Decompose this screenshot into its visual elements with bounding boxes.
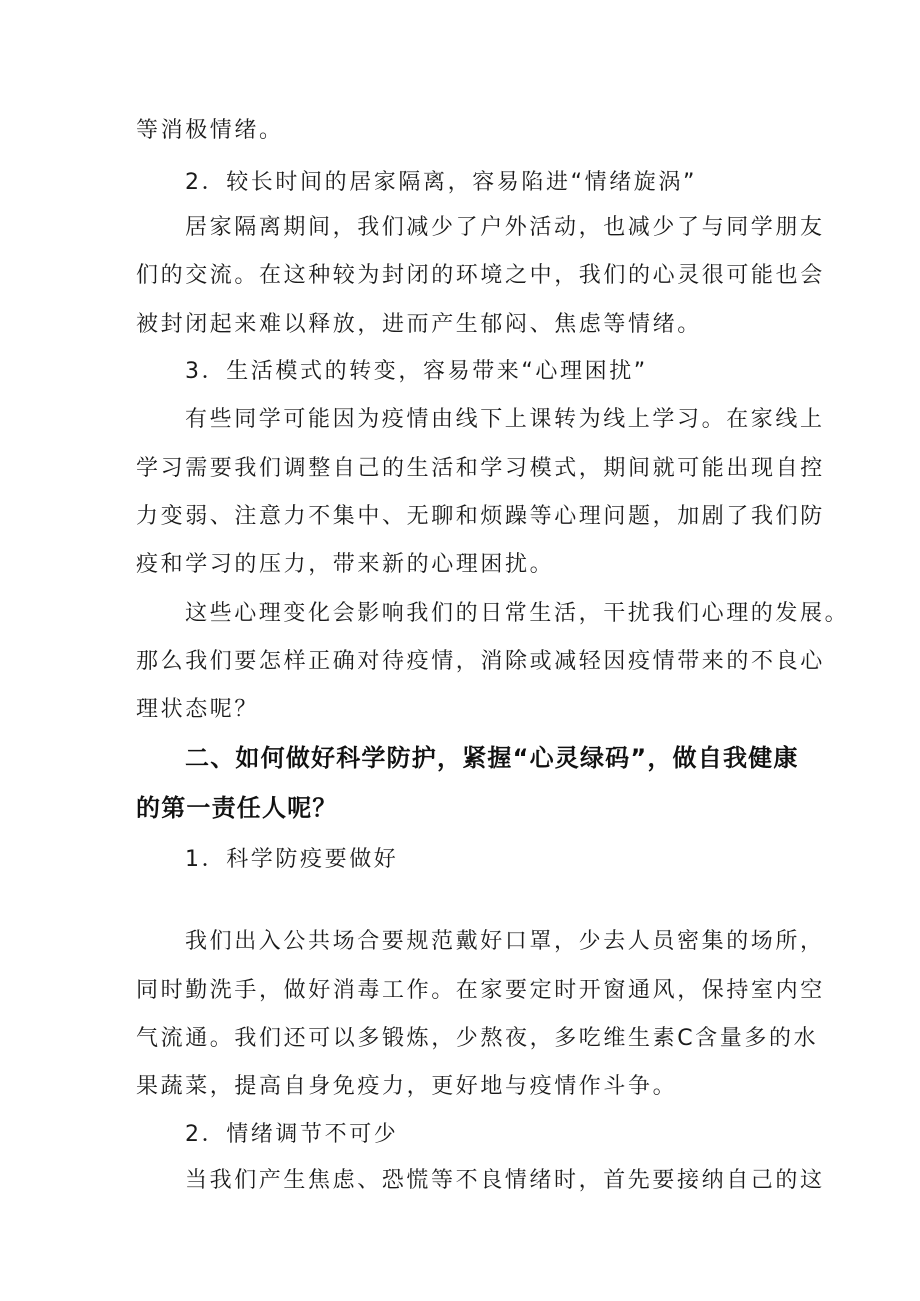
subheading-line: 3．生活模式的转变，容易带来“心理困扰” (185, 359, 648, 384)
section-heading: 二、如何做好科学防护，紧握“心灵绿码”，做自我健康 (185, 744, 799, 772)
section-heading-continued: 的第一责任人呢？ (136, 794, 338, 822)
text-line: 被封闭起来难以释放，进而产生郁闷、焦虑等情绪。 (136, 312, 702, 337)
text-line: 这些心理变化会影响我们的日常生活，干扰我们心理的发展。 (185, 601, 850, 626)
text-line: 当我们产生焦虑、恐慌等不良情绪时，首先要接纳自己的这 (185, 1168, 825, 1193)
text-line: 有些同学可能因为疫情由线下上课转为线上学习。在家线上 (185, 407, 825, 432)
subheading-line: 2．情绪调节不可少 (185, 1122, 399, 1147)
subheading-line: 2．较长时间的居家隔离，容易陷进“情绪旋涡” (185, 170, 697, 195)
text-line: 气流通。我们还可以多锻炼，少熬夜，多吃维生素C含量多的水 (136, 1026, 819, 1051)
text-line: 我们出入公共场合要规范戴好口罩，少去人员密集的场所， (185, 929, 825, 954)
text-line: 们的交流。在这种较为封闭的环境之中，我们的心灵很可能也会 (136, 263, 825, 288)
text-line: 居家隔离期间，我们减少了户外活动，也减少了与同学朋友 (185, 215, 825, 240)
text-line: 同时勤洗手，做好消毒工作。在家要定时开窗通风，保持室内空 (136, 978, 825, 1003)
text-line: 学习需要我们调整自己的生活和学习模式，期间就可能出现自控 (136, 456, 825, 481)
text-line: 理状态呢？ (136, 697, 260, 722)
text-line: 力变弱、注意力不集中、无聊和烦躁等心理问题，加剧了我们防 (136, 504, 825, 529)
text-line: 疫和学习的压力，带来新的心理困扰。 (136, 552, 555, 577)
text-line: 果蔬菜，提高自身免疫力，更好地与疫情作斗争。 (136, 1074, 678, 1099)
text-line: 等消极情绪。 (136, 118, 284, 143)
text-line: 那么我们要怎样正确对待疫情，消除或减轻因疫情带来的不良心 (136, 649, 825, 674)
subheading-line: 1．科学防疫要做好 (185, 847, 399, 872)
